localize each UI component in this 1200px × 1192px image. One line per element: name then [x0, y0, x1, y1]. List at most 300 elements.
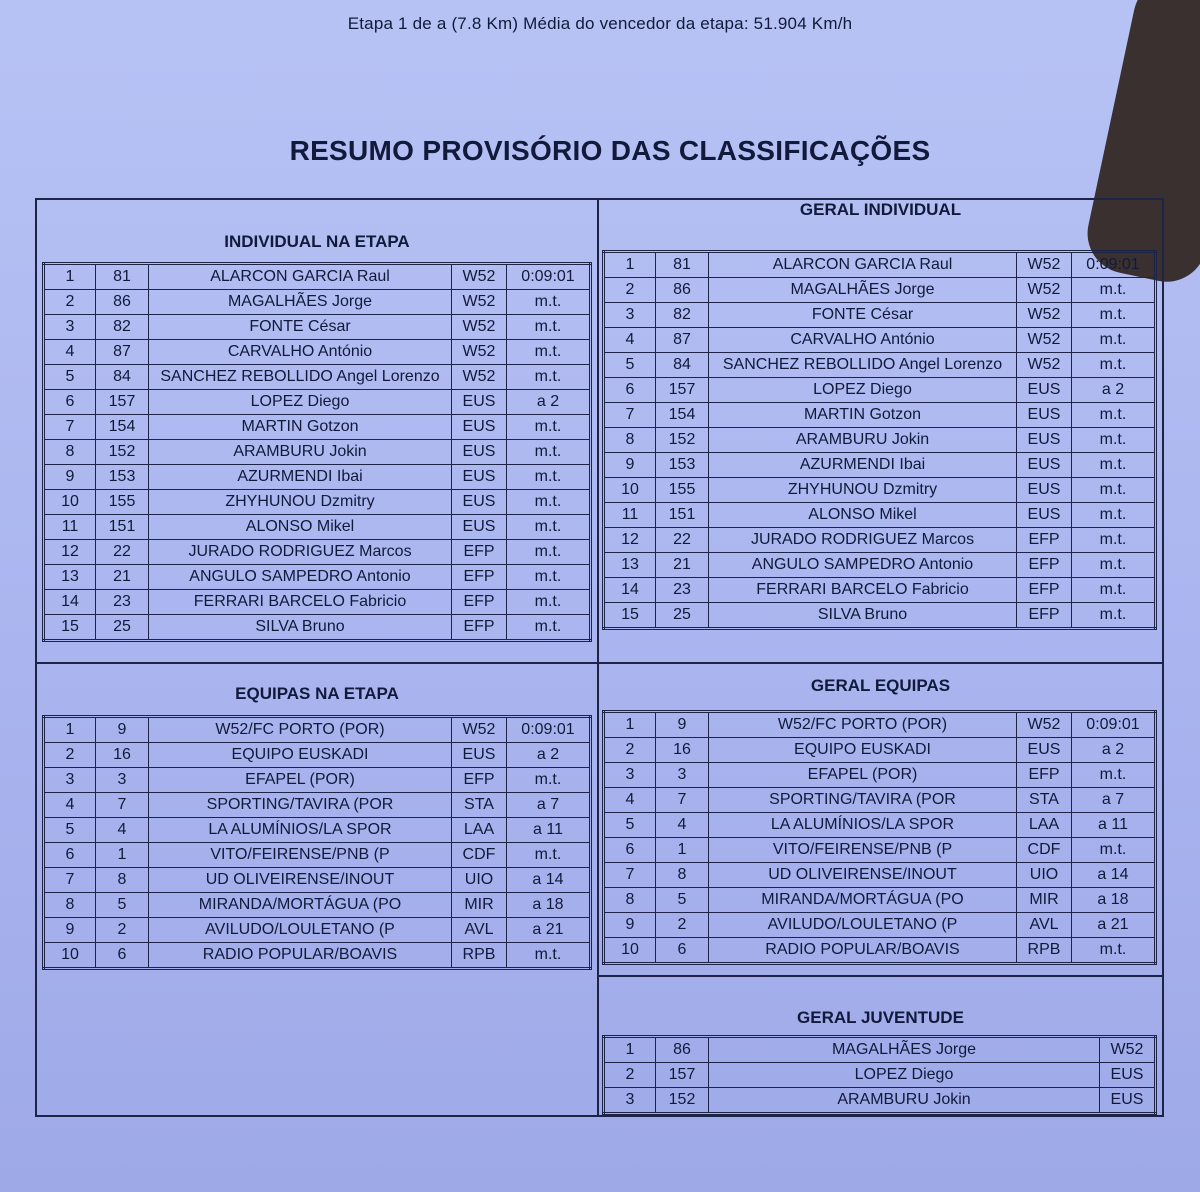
cell-team: W52	[1017, 328, 1072, 353]
cell-name: ALARCON GARCIA Raul	[709, 252, 1017, 278]
cell-team: EUS	[1017, 503, 1072, 528]
cell-num: 7	[96, 793, 149, 818]
geral-individual-title: GERAL INDIVIDUAL	[799, 200, 962, 219]
cell-pos: 9	[44, 465, 96, 490]
cell-time: m.t.	[1072, 453, 1156, 478]
table-row	[44, 843, 591, 868]
individual-etapa-table	[42, 262, 592, 642]
cell-time: a 7	[507, 793, 591, 818]
cell-name: AVILUDO/LOULETANO (P	[709, 913, 1017, 938]
cell-pos: 6	[604, 378, 656, 403]
cell-pos: 1	[604, 252, 656, 278]
cell-pos: 12	[44, 540, 96, 565]
cell-pos: 8	[44, 440, 96, 465]
cell-time: m.t.	[507, 943, 591, 969]
cell-time: m.t.	[507, 365, 591, 390]
cell-name: JURADO RODRIGUEZ Marcos	[709, 528, 1017, 553]
cell-pos: 8	[44, 893, 96, 918]
table-row	[44, 818, 591, 843]
table-row	[604, 328, 1156, 353]
cell-time: a 21	[1072, 913, 1156, 938]
cell-num: 3	[96, 768, 149, 793]
table-row	[604, 888, 1156, 913]
cell-num: 5	[96, 893, 149, 918]
cell-time: a 2	[1072, 738, 1156, 763]
cell-name: JURADO RODRIGUEZ Marcos	[149, 540, 452, 565]
cell-num: 22	[96, 540, 149, 565]
cell-time: m.t.	[507, 768, 591, 793]
cell-time: m.t.	[507, 843, 591, 868]
cell-pos: 13	[44, 565, 96, 590]
cell-num: 153	[656, 453, 709, 478]
table-row	[604, 503, 1156, 528]
cell-num: 157	[656, 1063, 709, 1088]
cell-num: 152	[656, 428, 709, 453]
cell-time: 0:09:01	[507, 717, 591, 743]
column-divider	[597, 200, 599, 1115]
geral-juventude-table	[602, 1035, 1157, 1115]
cell-pos: 1	[44, 717, 96, 743]
cell-pos: 5	[604, 353, 656, 378]
cell-num: 2	[656, 913, 709, 938]
cell-pos: 3	[44, 768, 96, 793]
cell-pos: 7	[44, 415, 96, 440]
cell-num: 6	[656, 938, 709, 964]
table-row	[604, 1088, 1156, 1114]
cell-name: FERRARI BARCELO Fabricio	[709, 578, 1017, 603]
table-row	[44, 515, 591, 540]
cell-team: EFP	[452, 615, 507, 641]
cell-time: m.t.	[507, 590, 591, 615]
cell-team: W52	[1100, 1037, 1156, 1063]
geral-equipas-table	[602, 710, 1157, 965]
table-row	[604, 1063, 1156, 1088]
cell-name: AVILUDO/LOULETANO (P	[149, 918, 452, 943]
cell-team: LAA	[452, 818, 507, 843]
table-row	[604, 913, 1156, 938]
cell-team: RPB	[1017, 938, 1072, 964]
section-divider	[37, 662, 1162, 664]
cell-pos: 1	[604, 1037, 656, 1063]
cell-pos: 10	[44, 943, 96, 969]
cell-team: CDF	[452, 843, 507, 868]
cell-time: 0:09:01	[1072, 252, 1156, 278]
cell-time: a 14	[507, 868, 591, 893]
cell-time: a 11	[507, 818, 591, 843]
cell-name: LA ALUMÍNIOS/LA SPOR	[149, 818, 452, 843]
cell-pos: 14	[44, 590, 96, 615]
cell-team: EUS	[452, 515, 507, 540]
table-row	[604, 278, 1156, 303]
cell-pos: 4	[44, 340, 96, 365]
cell-team: EUS	[1100, 1063, 1156, 1088]
table-row	[44, 465, 591, 490]
cell-pos: 4	[604, 328, 656, 353]
cell-num: 86	[656, 1037, 709, 1063]
cell-name: ARAMBURU Jokin	[709, 428, 1017, 453]
cell-num: 87	[656, 328, 709, 353]
table-row	[604, 453, 1156, 478]
table-row	[44, 768, 591, 793]
cell-time: m.t.	[507, 515, 591, 540]
cell-time: m.t.	[1072, 278, 1156, 303]
individual-etapa-title: INDIVIDUAL NA ETAPA	[224, 232, 410, 251]
cell-time: m.t.	[507, 440, 591, 465]
cell-name: CARVALHO António	[709, 328, 1017, 353]
table-row	[604, 478, 1156, 503]
table-row	[44, 490, 591, 515]
cell-name: EFAPEL (POR)	[149, 768, 452, 793]
cell-team: UIO	[1017, 863, 1072, 888]
cell-num: 6	[96, 943, 149, 969]
cell-name: UD OLIVEIRENSE/INOUT	[149, 868, 452, 893]
cell-team: EUS	[452, 490, 507, 515]
cell-time: m.t.	[507, 315, 591, 340]
cell-num: 8	[96, 868, 149, 893]
cell-num: 153	[96, 465, 149, 490]
cell-time: a 14	[1072, 863, 1156, 888]
cell-team: EUS	[1100, 1088, 1156, 1114]
cell-name: MAGALHÃES Jorge	[709, 278, 1017, 303]
cell-num: 1	[656, 838, 709, 863]
cell-team: EUS	[452, 390, 507, 415]
cell-name: SILVA Bruno	[149, 615, 452, 641]
cell-num: 4	[96, 818, 149, 843]
cell-time: m.t.	[1072, 528, 1156, 553]
cell-team: EFP	[1017, 578, 1072, 603]
cell-name: SPORTING/TAVIRA (POR	[149, 793, 452, 818]
cell-pos: 7	[604, 863, 656, 888]
cell-team: STA	[452, 793, 507, 818]
geral-juventude-title: GERAL JUVENTUDE	[797, 1008, 964, 1027]
cell-time: 0:09:01	[1072, 712, 1156, 738]
cell-name: ANGULO SAMPEDRO Antonio	[709, 553, 1017, 578]
cell-team: MIR	[1017, 888, 1072, 913]
cell-time: m.t.	[507, 615, 591, 641]
cell-num: 82	[656, 303, 709, 328]
cell-time: m.t.	[1072, 478, 1156, 503]
cell-time: a 7	[1072, 788, 1156, 813]
cell-name: UD OLIVEIRENSE/INOUT	[709, 863, 1017, 888]
cell-team: EUS	[452, 415, 507, 440]
cell-name: EQUIPO EUSKADI	[709, 738, 1017, 763]
cell-team: EFP	[452, 768, 507, 793]
table-row	[44, 565, 591, 590]
cell-num: 84	[656, 353, 709, 378]
cell-pos: 5	[44, 365, 96, 390]
cell-num: 25	[656, 603, 709, 629]
cell-team: W52	[1017, 303, 1072, 328]
page-title: RESUMO PROVISÓRIO DAS CLASSIFICAÇÕES	[289, 135, 931, 166]
cell-team: W52	[1017, 353, 1072, 378]
cell-pos: 10	[604, 478, 656, 503]
cell-team: EUS	[452, 440, 507, 465]
cell-name: ARAMBURU Jokin	[149, 440, 452, 465]
cell-pos: 2	[44, 290, 96, 315]
table-row	[44, 390, 591, 415]
table-row	[44, 540, 591, 565]
cell-team: W52	[452, 717, 507, 743]
cell-pos: 6	[44, 390, 96, 415]
cell-num: 23	[96, 590, 149, 615]
cell-pos: 4	[44, 793, 96, 818]
table-row	[604, 712, 1156, 738]
cell-team: MIR	[452, 893, 507, 918]
cell-num: 87	[96, 340, 149, 365]
cell-time: a 18	[507, 893, 591, 918]
cell-num: 1	[96, 843, 149, 868]
table-row	[604, 788, 1156, 813]
cell-name: MAGALHÃES Jorge	[709, 1037, 1100, 1063]
cell-pos: 3	[44, 315, 96, 340]
cell-num: 16	[96, 743, 149, 768]
table-row	[44, 743, 591, 768]
section-divider-right	[597, 975, 1162, 977]
table-row	[44, 590, 591, 615]
cell-name: EQUIPO EUSKADI	[149, 743, 452, 768]
table-row	[604, 528, 1156, 553]
cell-name: VITO/FEIRENSE/PNB (P	[149, 843, 452, 868]
cell-team: W52	[1017, 278, 1072, 303]
geral-individual-table	[602, 250, 1157, 630]
cell-num: 3	[656, 763, 709, 788]
cell-pos: 2	[604, 738, 656, 763]
cell-name: W52/FC PORTO (POR)	[149, 717, 452, 743]
table-row	[44, 918, 591, 943]
cell-num: 9	[656, 712, 709, 738]
table-row	[44, 415, 591, 440]
cell-team: EUS	[452, 743, 507, 768]
table-row	[44, 440, 591, 465]
cell-team: STA	[1017, 788, 1072, 813]
cell-time: m.t.	[507, 340, 591, 365]
table-row	[604, 838, 1156, 863]
cell-pos: 3	[604, 763, 656, 788]
geral-equipas-title: GERAL EQUIPAS	[810, 676, 951, 695]
cell-num: 86	[656, 278, 709, 303]
cell-name: RADIO POPULAR/BOAVIS	[709, 938, 1017, 964]
cell-pos: 8	[604, 888, 656, 913]
cell-team: EFP	[1017, 553, 1072, 578]
table-row	[604, 863, 1156, 888]
cell-num: 157	[96, 390, 149, 415]
cell-pos: 11	[44, 515, 96, 540]
cell-pos: 15	[604, 603, 656, 629]
cell-pos: 7	[604, 403, 656, 428]
cell-team: EUS	[1017, 403, 1072, 428]
cell-pos: 9	[604, 453, 656, 478]
cell-pos: 3	[604, 1088, 656, 1114]
cell-num: 154	[656, 403, 709, 428]
cell-pos: 10	[44, 490, 96, 515]
cell-name: CARVALHO António	[149, 340, 452, 365]
table-row	[44, 868, 591, 893]
cell-pos: 1	[604, 712, 656, 738]
table-row	[604, 578, 1156, 603]
stage-info: Etapa 1 de a (7.8 Km) Média do vencedor da etapa: 51.904 Km/h	[347, 14, 853, 33]
cell-name: VITO/FEIRENSE/PNB (P	[709, 838, 1017, 863]
cell-name: EFAPEL (POR)	[709, 763, 1017, 788]
cell-name: ZHYHUNOU Dzmitry	[709, 478, 1017, 503]
table-row	[604, 378, 1156, 403]
cell-time: m.t.	[507, 540, 591, 565]
cell-num: 22	[656, 528, 709, 553]
cell-team: EFP	[1017, 603, 1072, 629]
cell-team: EFP	[452, 590, 507, 615]
table-row	[604, 303, 1156, 328]
cell-num: 2	[96, 918, 149, 943]
cell-name: ALARCON GARCIA Raul	[149, 264, 452, 290]
cell-pos: 6	[44, 843, 96, 868]
table-row	[604, 403, 1156, 428]
cell-pos: 12	[604, 528, 656, 553]
table-row	[604, 938, 1156, 964]
cell-pos: 3	[604, 303, 656, 328]
cell-team: W52	[452, 290, 507, 315]
cell-name: SANCHEZ REBOLLIDO Angel Lorenzo	[709, 353, 1017, 378]
cell-team: EFP	[452, 540, 507, 565]
cell-team: W52	[452, 315, 507, 340]
cell-pos: 5	[604, 813, 656, 838]
cell-pos: 2	[604, 1063, 656, 1088]
cell-num: 84	[96, 365, 149, 390]
cell-team: EFP	[452, 565, 507, 590]
table-row	[44, 615, 591, 641]
cell-pos: 9	[44, 918, 96, 943]
cell-team: LAA	[1017, 813, 1072, 838]
cell-team: EUS	[1017, 428, 1072, 453]
cell-num: 81	[96, 264, 149, 290]
cell-num: 25	[96, 615, 149, 641]
table-row	[604, 763, 1156, 788]
cell-time: m.t.	[1072, 503, 1156, 528]
cell-num: 4	[656, 813, 709, 838]
results-frame	[35, 198, 1164, 1117]
cell-pos: 13	[604, 553, 656, 578]
equipas-etapa-table	[42, 715, 592, 970]
cell-name: ALONSO Mikel	[709, 503, 1017, 528]
cell-time: a 18	[1072, 888, 1156, 913]
cell-pos: 11	[604, 503, 656, 528]
cell-num: 151	[656, 503, 709, 528]
cell-time: m.t.	[1072, 353, 1156, 378]
table-row	[44, 264, 591, 290]
cell-time: a 11	[1072, 813, 1156, 838]
cell-team: UIO	[452, 868, 507, 893]
cell-time: a 21	[507, 918, 591, 943]
cell-time: m.t.	[1072, 603, 1156, 629]
cell-name: AZURMENDI Ibai	[709, 453, 1017, 478]
cell-time: m.t.	[507, 490, 591, 515]
cell-time: m.t.	[507, 465, 591, 490]
cell-num: 154	[96, 415, 149, 440]
cell-pos: 1	[44, 264, 96, 290]
cell-team: EUS	[1017, 738, 1072, 763]
cell-num: 8	[656, 863, 709, 888]
cell-time: m.t.	[1072, 838, 1156, 863]
cell-time: a 2	[1072, 378, 1156, 403]
cell-pos: 9	[604, 913, 656, 938]
cell-name: LOPEZ Diego	[709, 1063, 1100, 1088]
cell-pos: 2	[604, 278, 656, 303]
cell-team: EUS	[1017, 478, 1072, 503]
cell-team: W52	[1017, 712, 1072, 738]
cell-time: m.t.	[507, 565, 591, 590]
cell-num: 23	[656, 578, 709, 603]
cell-time: m.t.	[1072, 303, 1156, 328]
table-row	[44, 793, 591, 818]
table-row	[604, 603, 1156, 629]
cell-num: 9	[96, 717, 149, 743]
table-row	[604, 738, 1156, 763]
cell-num: 81	[656, 252, 709, 278]
cell-num: 5	[656, 888, 709, 913]
cell-name: FONTE César	[149, 315, 452, 340]
cell-name: MARTIN Gotzon	[149, 415, 452, 440]
cell-team: AVL	[1017, 913, 1072, 938]
cell-time: m.t.	[1072, 403, 1156, 428]
equipas-etapa-title: EQUIPAS NA ETAPA	[235, 684, 399, 703]
table-row	[604, 553, 1156, 578]
cell-name: ALONSO Mikel	[149, 515, 452, 540]
table-row	[604, 1037, 1156, 1063]
cell-num: 155	[96, 490, 149, 515]
cell-team: EUS	[452, 465, 507, 490]
cell-num: 151	[96, 515, 149, 540]
cell-num: 86	[96, 290, 149, 315]
table-row	[44, 943, 591, 969]
cell-name: W52/FC PORTO (POR)	[709, 712, 1017, 738]
cell-name: LOPEZ Diego	[709, 378, 1017, 403]
cell-time: a 2	[507, 390, 591, 415]
table-row	[604, 813, 1156, 838]
cell-team: W52	[452, 340, 507, 365]
cell-name: MIRANDA/MORTÁGUA (PO	[149, 893, 452, 918]
table-row	[44, 340, 591, 365]
cell-team: W52	[1017, 252, 1072, 278]
table-row	[44, 315, 591, 340]
cell-name: ARAMBURU Jokin	[709, 1088, 1100, 1114]
cell-pos: 10	[604, 938, 656, 964]
table-row	[44, 717, 591, 743]
cell-team: W52	[452, 264, 507, 290]
cell-name: MIRANDA/MORTÁGUA (PO	[709, 888, 1017, 913]
table-row	[44, 290, 591, 315]
cell-time: m.t.	[1072, 578, 1156, 603]
cell-name: AZURMENDI Ibai	[149, 465, 452, 490]
cell-num: 7	[656, 788, 709, 813]
cell-time: 0:09:01	[507, 264, 591, 290]
cell-num: 155	[656, 478, 709, 503]
cell-pos: 4	[604, 788, 656, 813]
table-row	[604, 353, 1156, 378]
cell-name: LOPEZ Diego	[149, 390, 452, 415]
cell-name: FONTE César	[709, 303, 1017, 328]
cell-pos: 14	[604, 578, 656, 603]
cell-time: m.t.	[507, 290, 591, 315]
cell-name: ZHYHUNOU Dzmitry	[149, 490, 452, 515]
cell-team: W52	[452, 365, 507, 390]
table-row	[44, 365, 591, 390]
cell-num: 21	[656, 553, 709, 578]
cell-name: LA ALUMÍNIOS/LA SPOR	[709, 813, 1017, 838]
cell-time: a 2	[507, 743, 591, 768]
cell-name: SANCHEZ REBOLLIDO Angel Lorenzo	[149, 365, 452, 390]
cell-time: m.t.	[1072, 938, 1156, 964]
cell-time: m.t.	[1072, 428, 1156, 453]
cell-pos: 2	[44, 743, 96, 768]
cell-name: FERRARI BARCELO Fabricio	[149, 590, 452, 615]
